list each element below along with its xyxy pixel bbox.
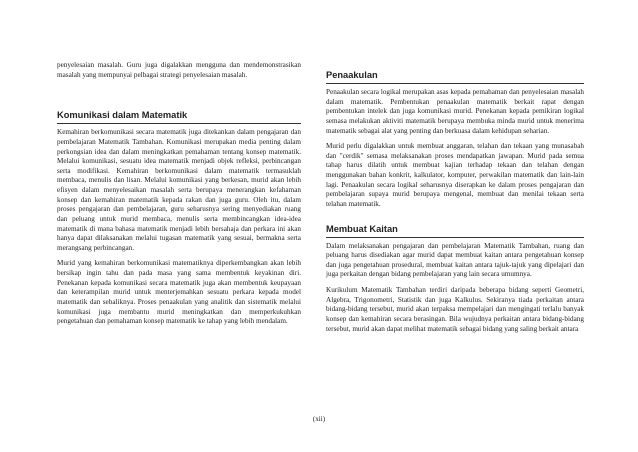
paragraph: Dalam melaksanakan pengajaran dan pembelajaran Matematik Tambahan, ruang dan peluang harus disediakan agar murid dapat membuat kaitan antara pengetahuan konsep dan juga pengetahuan prosedural, membuat kaitan antara tajuk-tajuk yang dipelajari dan juga perkaitan dengan bidang pembelajaran yang lain secara umumnya. [326,241,584,279]
left-column [57,61,301,327]
section-membuat-kaitan [326,224,584,335]
paragraph: Murid yang kemahiran berkomunikasi matematiknya diperkembangkan akan lebih bersikap ingin tahu dan pada masa yang sama membentuk keyakinan diri. Penekanan kepada komunikasi secara matematik juga akan membentuk keupayaan dan keterampilan murid untuk menterjemahkan sesuatu perkara kepada model matematik dan sebaliknya. Proses penaakulan yang analitik dan sistematik melalui komunikasi juga membantu murid meningkatkan dan memperkukuhkan pengetahuan dan pemahaman konsep matematik ke tahap yang lebih mendalam. [57,259,301,326]
section-komunikasi [57,110,301,327]
intro-paragraph: penyelesaian masalah. Guru juga digalakkan mengguna dan mendemonstrasikan masalah yang mempunyai pelbagai strategi penyelesaian masalah. [57,61,301,79]
right-column [326,70,584,334]
paragraph: Murid perlu digalakkan untuk membuat anggaran, telahan dan tekaan yang munasabah dan "cerdik" semasa melaksanakan proses mendapatkan jawapan. Murid pada semua tahap harus dilatih untuk membuat kajian terhadap tekaan dan telahan dengan menggunakan bahan konkrit, kalkulator, komputer, perwakilan matematik dan lain-lain lagi. Penaakulan secara logikal seharusnya diserapkan ke dalam proses pengajaran dan pembelajaran supaya murid berupaya mengenal, membuat dan menilai tekaan serta telahan matematik. [326,142,584,208]
section-heading-komunikasi: Komunikasi dalam Matematik [57,110,188,121]
paragraph: Penaakulan secara logikal merupakan asas kepada pemahaman dan penyelesaian masalah dalam matematik. Pembentukan penaakulan matematik berkait rapat dengan pembentukan intelek dan juga komunikasi murid. Penekanan kepada pemikiran logikal semasa melakukan aktiviti matematik berupaya membuka minda murid untuk menerima matematik sebagai alat yang penting dan berkuasa dalam kehidupan seharian. [326,88,584,135]
page-number: (xii) [312,415,326,423]
paragraph: Kurikulum Matematik Tambahan terdiri daripada beberapa bidang seperti Geometri, Algebra, Trigonometri, Statistik dan juga Kalkulus. Sekiranya tiada perkaitan antara bidang-bidang tersebut, murid akan terpaksa mempelajari dan mengingati terlalu banyak konsep dan kemahiran secara berasingan. Bila wujudnya perkaitan antara bidang-bidang tersebut, murid akan dapat melihat matematik sebagai bidang yang saling berkait antara [326,286,584,333]
heading-rule [57,123,301,124]
section-heading-membuat-kaitan: Membuat Kaitan [326,223,398,234]
heading-rule [326,83,584,84]
section-heading-penaakulan: Penaakulan [326,70,378,80]
heading-rule [326,237,584,238]
paragraph: Kemahiran berkomunikasi secara matematik juga ditekankan dalam pengajaran dan pembelajaran Matematik Tambahan. Komunikasi merupakan media penting dalam perkongsian idea dan dalam meningkatkan pemahaman tentang konsep matematik. Melalui komunikasi, sesuatu idea matematik menjadi objek refleksi, perbincangan serta modifikasi. Kemahiran berkomunikasi dalam matematik termasuklah membaca, menulis dan lisan. Melalui komunikasi yang berkesan, murid akan lebih efisyen dalam menyelesaikan masalah serta berupaya menerangkan kefahaman konsep dan kemahiran matematik kepada rakan dan juga guru. Oleh itu, dalam proses pengajaran dan pembelajaran, guru seharusnya sering menyediakan ruang dan peluang untuk murid membaca, menulis serta membincangkan idea-idea matematik di mana bahasa matematik menjadi lebih bersahaja dan perkara ini akan hanya dapat dilaksanakan melalui tugasan matematik yang sesuai, bermakna serta merangsang perbincangan. [57,128,301,252]
section-penaakulan [326,70,584,210]
